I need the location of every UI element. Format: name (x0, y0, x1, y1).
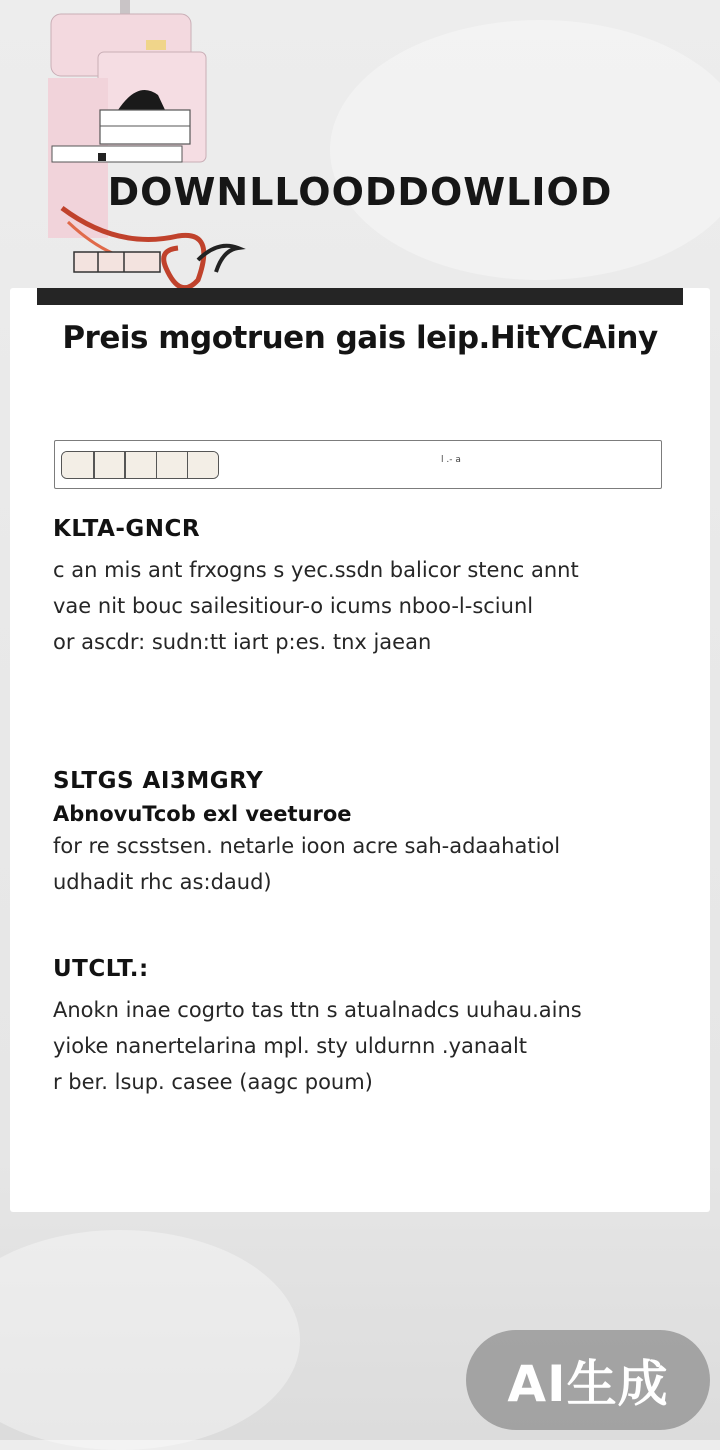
download-progress-fill (62, 452, 218, 478)
progress-segment-divider (156, 452, 158, 478)
download-status-text: l .- a (441, 455, 461, 465)
progress-segment-divider (124, 452, 126, 478)
section-text-line: udhadit rhc as:daud) (53, 870, 272, 894)
download-progress-bar (61, 451, 219, 479)
download-bar[interactable] (54, 440, 662, 489)
background-blob (330, 20, 720, 280)
section-3 (53, 956, 673, 1100)
section-text-line: or ascdr: sudn:tt iart p:es. tnx jaean (53, 630, 432, 654)
section-text-line: yioke nanertelarina mpl. sty uldurnn .yanaalt (53, 1034, 528, 1058)
progress-segment-divider (187, 452, 189, 478)
content-card (10, 288, 710, 1212)
section-2 (53, 768, 673, 900)
section-text-line: for re scsstsen. netarle ioon acre sah-adaahatiol (53, 834, 561, 858)
section-text-line: Anokn inae cogrto tas ttn s atualnadcs uuhau.ains (53, 998, 582, 1022)
section-subheading: AbnovuTcob exl veeturoe (53, 802, 352, 826)
espresso-machine-illustration-icon (48, 0, 248, 300)
progress-segment-divider (93, 452, 95, 478)
card-top-bar (37, 288, 683, 305)
section-text-line: c an mis ant frxogns s yec.ssdn balicor stenc annt (53, 558, 579, 582)
ai-generated-badge: AI生成 (466, 1330, 710, 1430)
page-headline: DOWNLLOODDOWLIOD (107, 170, 613, 214)
section-heading: SLTGS AI3MGRY (53, 768, 264, 794)
section-heading: UTCLT.: (53, 956, 149, 982)
section-text-line: r ber. lsup. casee (aagc poum) (53, 1070, 373, 1094)
card-subtitle: Preis mgotruen gais leip.HitYCAiny (62, 320, 658, 356)
background-blob (0, 1230, 300, 1450)
section-1 (53, 516, 673, 660)
section-heading: KLTA-GNCR (53, 516, 201, 542)
section-text-line: vae nit bouc sailesitiour-o icums nboo-l-sciunl (53, 594, 534, 618)
